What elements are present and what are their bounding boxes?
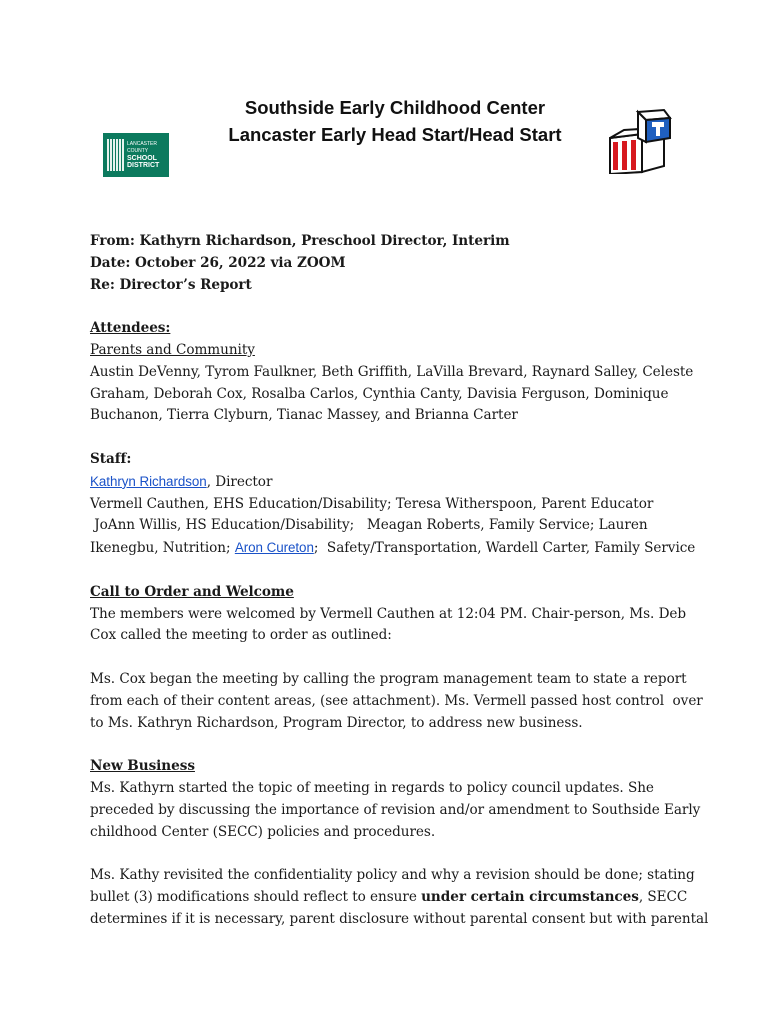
parents-list-line: Buchanon, Tierra Clyburn, Tianac Massey, and Brianna Carter (90, 407, 518, 424)
paragraph-line: Ms. Kathyrn started the topic of meeting in regards to policy council updates. She (90, 779, 654, 796)
parents-list-line: Graham, Deborah Cox, Rosalba Carlos, Cynthia Canty, Davisia Ferguson, Dominique (90, 385, 669, 402)
parents-list-line: Austin DeVenny, Tyrom Faulkner, Beth Griffith, LaVilla Brevard, Raynard Salley, Celeste (90, 363, 694, 380)
staff-line: JoAnn Willis, HS Education/Disability; Meagan Roberts, Family Service; Lauren (90, 517, 648, 534)
memo-body (90, 231, 709, 931)
paragraph-text: bullet (3) modifications should reflect to ensure (90, 888, 422, 905)
district-logo-text-4: DISTRICT (127, 162, 160, 169)
paragraph-line: from each of their content areas, (see attachment). Ms. Vermell passed host control over (90, 692, 703, 709)
paragraph-line: Cox called the meeting to order as outlined: (90, 627, 392, 644)
program-name: Lancaster Early Head Start/Head Start (228, 124, 562, 145)
memo-re: Re: Director’s Report (90, 276, 252, 293)
memo-from: From: Kathyrn Richardson, Preschool Director, Interim (90, 233, 510, 249)
staff-line-text: Ikenegbu, Nutrition; (90, 540, 235, 557)
paragraph-line: preceded by discussing the importance of revision and/or amendment to Southside Early (90, 801, 701, 818)
staff-line: Vermell Cauthen, EHS Education/Disability; Teresa Witherspoon, Parent Educator (90, 495, 654, 512)
staff-line (90, 537, 696, 560)
paragraph-line: Ms. Cox began the meeting by calling the program management team to state a report (90, 670, 687, 687)
paragraph-line: The members were welcomed by Vermell Cauthen at 12:04 PM. Chair-person, Ms. Deb (90, 605, 687, 622)
emphasis-text: under certain circumstances (421, 888, 639, 905)
paragraph-line (90, 887, 690, 909)
paragraph-line: to Ms. Kathryn Richardson, Program Director, to address new business. (90, 714, 583, 731)
paragraph-line: Ms. Kathy revisited the confidentiality policy and why a revision should be done; stating (90, 867, 695, 884)
attendees-heading: Attendees: (90, 320, 171, 337)
district-logo-text-3: SCHOOL (127, 155, 157, 162)
memo-date: Date: October 26, 2022 via ZOOM (90, 254, 346, 271)
district-logo-text-1: LANCASTER (127, 141, 158, 147)
call-to-order-heading: Call to Order and Welcome (90, 583, 294, 600)
new-business-heading: New Business (90, 758, 195, 775)
paragraph-line: determines if it is necessary, parent disclosure without parental consent but with parental (90, 910, 709, 927)
staff-line-text: , Director (206, 473, 273, 490)
parents-heading: Parents and Community (90, 341, 255, 358)
staff-link-kathryn-richardson[interactable]: Kathryn Richardson (90, 473, 207, 489)
staff-heading: Staff: (90, 450, 132, 467)
staff-line (90, 471, 690, 494)
school-district-logo (103, 133, 169, 177)
staff-link-aron-cureton[interactable]: Aron Cureton (234, 540, 314, 556)
staff-line-text: ; Safety/Transportation, Wardell Carter, Family Service (313, 540, 696, 557)
paragraph-line: childhood Center (SECC) policies and procedures. (90, 823, 436, 840)
document-header (190, 94, 600, 148)
paragraph-text: , SECC (638, 888, 688, 905)
center-name: Southside Early Childhood Center (244, 97, 546, 118)
district-logo-text-2: COUNTY (127, 148, 149, 154)
district-logo-bars-icon (107, 139, 124, 171)
head-start-blocks-icon (602, 108, 674, 174)
